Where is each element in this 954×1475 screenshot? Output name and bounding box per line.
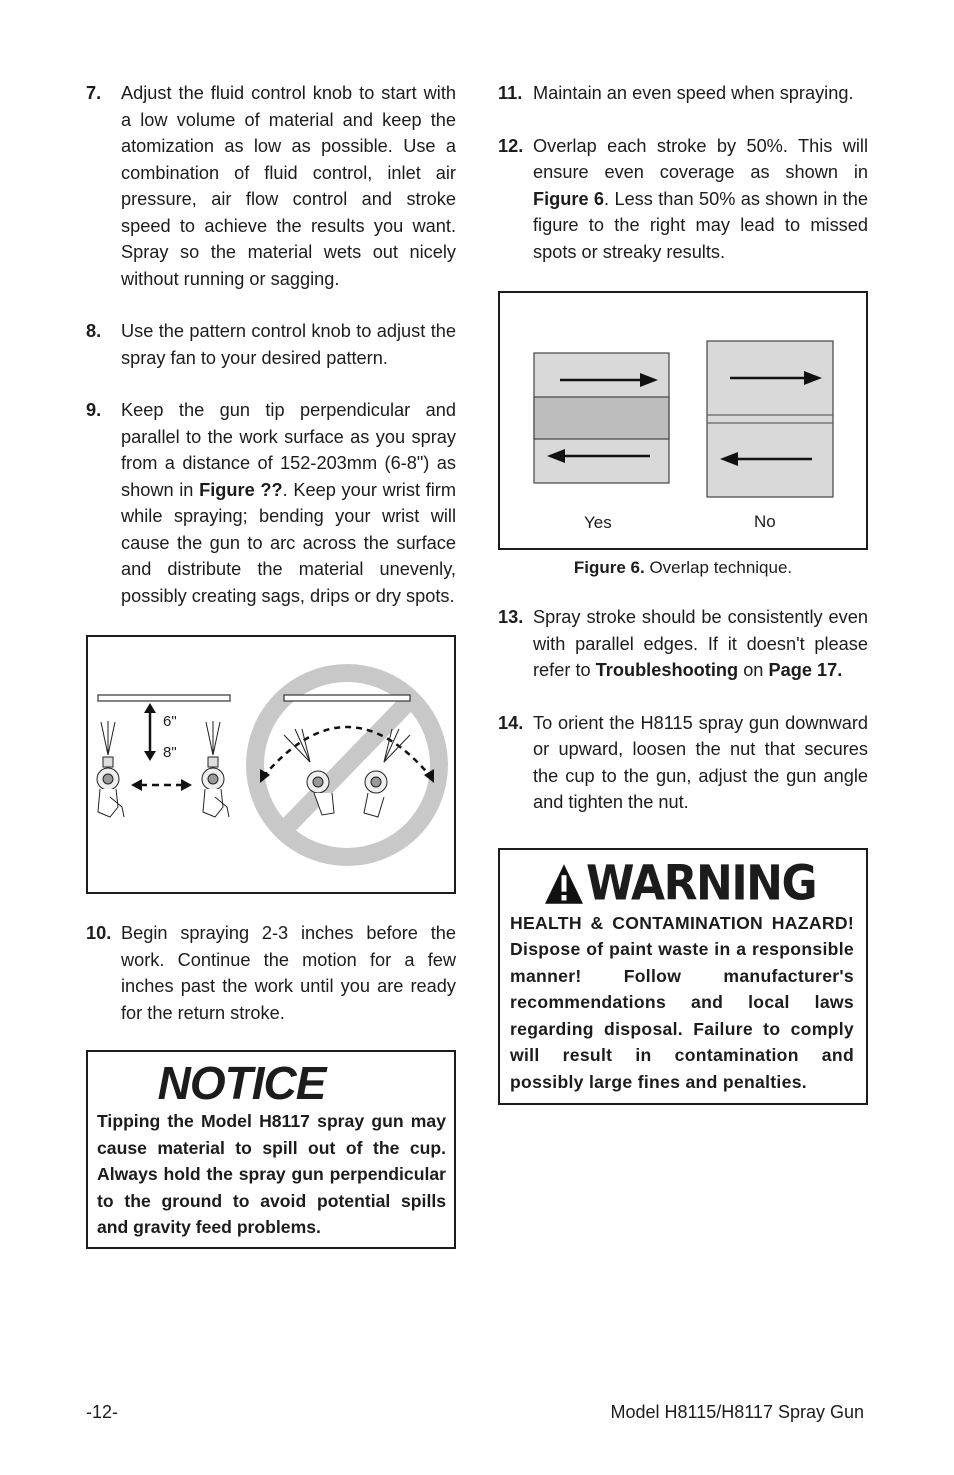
page-number: -12- bbox=[86, 1402, 119, 1422]
footer-model: Model H8115/H8117 Spray Gun bbox=[610, 1402, 864, 1422]
left-column bbox=[86, 80, 456, 1249]
step-number: 10. bbox=[86, 923, 112, 943]
figure-reference: Figure 6 bbox=[533, 188, 605, 209]
step-10 bbox=[86, 920, 456, 1026]
spray-distance-figure bbox=[86, 635, 456, 894]
step-7 bbox=[86, 80, 456, 292]
step-text: Spray stroke should be consistently even with parallel edges. If it doesn't please refer to bbox=[533, 607, 868, 680]
prohibited-arc-example bbox=[255, 673, 439, 857]
caption-text: Overlap technique. bbox=[644, 558, 793, 577]
step-number: 11. bbox=[498, 83, 523, 103]
warning-box bbox=[498, 848, 868, 1106]
warning-title: WARNING bbox=[586, 854, 817, 911]
step-text: To orient the H8115 spray gun downward or upward, loosen the nut that secures the cup to the gun, adjust the gun angle and tighten the nut. bbox=[533, 712, 868, 812]
step-number: 13. bbox=[498, 607, 524, 627]
step-11 bbox=[498, 80, 868, 107]
notice-text: Tipping the Model H8117 spray gun may cause material to spill out of the cup. Always hold the spray gun perpendicular to the ground to avoid potential spills and gravity feed problems. bbox=[97, 1111, 446, 1237]
step-text-mid: on bbox=[738, 660, 769, 680]
page-reference: Page 17. bbox=[768, 660, 843, 680]
step-8 bbox=[86, 318, 456, 371]
caption-label: Figure 6. bbox=[573, 558, 645, 577]
work-surface bbox=[284, 695, 410, 701]
troubleshooting-reference: Troubleshooting bbox=[595, 660, 739, 680]
notice-title: NOTICE bbox=[157, 1057, 326, 1109]
spray-gun-icon bbox=[97, 721, 124, 817]
step-number: 12. bbox=[498, 135, 524, 156]
overlap-no-panel bbox=[707, 341, 833, 497]
step-text-continued: . Keep your wrist firm while spraying; bending your wrist will cause the gun to arc across the surface and distribute the material unevenly, possibly creating sags, drips or dry spots. bbox=[121, 479, 456, 606]
label-yes: Yes bbox=[584, 513, 612, 532]
step-text: Overlap each stroke by 50%. This will ensure even coverage as shown in bbox=[533, 135, 868, 182]
distance-label-8: 8" bbox=[163, 744, 177, 761]
work-surface bbox=[98, 695, 230, 701]
step-13 bbox=[498, 604, 868, 684]
label-no: No bbox=[754, 512, 776, 531]
step-number: 9. bbox=[86, 400, 102, 420]
step-text: Begin spraying 2-3 inches before the work. Continue the motion for a few inches past the work until you are ready for the return stroke. bbox=[121, 923, 456, 1023]
step-number: 8. bbox=[86, 321, 102, 341]
step-number: 14. bbox=[498, 712, 524, 733]
step-number: 7. bbox=[86, 83, 102, 103]
step-9 bbox=[86, 397, 456, 609]
overlap-yes-panel bbox=[534, 353, 669, 483]
overlap-illustration bbox=[500, 293, 866, 548]
step-14 bbox=[498, 710, 868, 816]
warning-triangle-icon bbox=[544, 862, 584, 906]
spray-gun-icon bbox=[202, 721, 229, 817]
notice-box bbox=[86, 1050, 456, 1249]
step-text: Adjust the fluid control knob to start with a low volume of material and keep the atomization as low as possible. Use a combination of fluid control, inlet air pressure, air flow control and stroke speed to achieve the results you want. Spray so the material wets out nicely without running or sagging. bbox=[121, 83, 456, 289]
overlap-figure bbox=[498, 291, 868, 550]
step-text: Keep the gun tip perpendicular and parallel to the work surface as you spray from a distance of 152-203mm (6-8") as shown in bbox=[121, 400, 456, 500]
step-text: Maintain an even speed when spraying. bbox=[533, 83, 854, 103]
warning-title-row bbox=[544, 855, 854, 912]
figure-caption bbox=[498, 558, 868, 578]
step-text-continued: . Less than 50% as shown in the figure to the right may lead to missed spots or streaky results. bbox=[533, 188, 868, 262]
right-column bbox=[498, 80, 868, 1105]
step-12 bbox=[498, 133, 868, 266]
spray-distance-illustration bbox=[88, 637, 454, 892]
figure-reference: Figure ?? bbox=[199, 479, 283, 500]
step-text: Use the pattern control knob to adjust the spray fan to your desired pattern. bbox=[121, 321, 456, 368]
warning-text: HEALTH & CONTAMINATION HAZARD! Dispose of paint waste in a responsible manner! Follow manufacturer's recommendations and local laws regarding disposal. Failure to comply will result in contamination and possibly large fines and penalties. bbox=[510, 912, 854, 1092]
distance-label-6: 6" bbox=[163, 713, 177, 730]
